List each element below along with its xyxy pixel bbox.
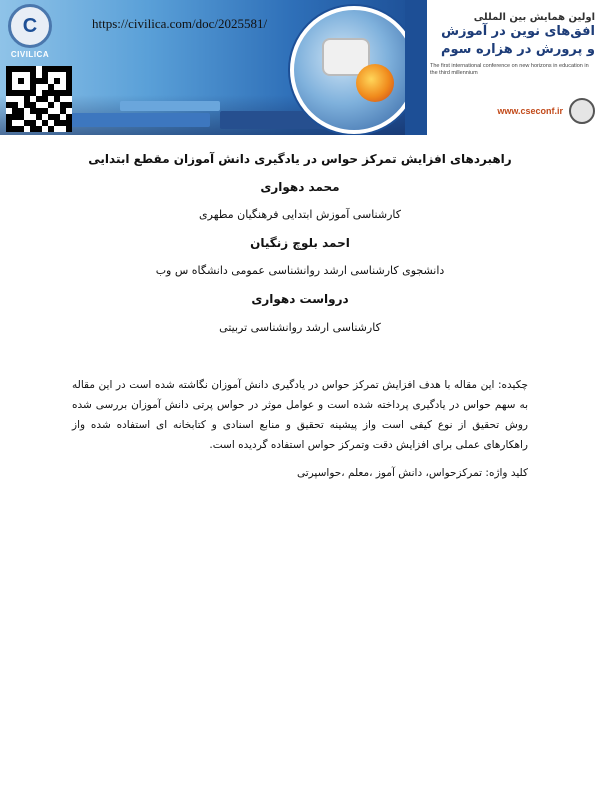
banner-divider: [405, 0, 427, 135]
conference-footer: [430, 98, 595, 124]
civilica-logo-text: CIVILICA: [10, 50, 50, 59]
author-name: احمد بلوچ زنگیان: [250, 236, 350, 250]
author-affiliation: کارشناسی ارشد روانشناسی تربیتی: [219, 321, 381, 334]
conference-info: [430, 8, 595, 130]
author-affiliation: دانشجوی کارشناسی ارشد روانشناسی عمومی دانشگاه س وب: [155, 264, 445, 277]
conference-banner: [0, 0, 600, 135]
author-name: محمد دهواری: [260, 180, 340, 194]
conference-website[interactable]: www.cseconf.ir: [497, 106, 563, 116]
abstract: چکیده: این مقاله با هدف افزایش تمرکز حواس در یادگیری دانش آموزان نگاشته شده است در این مقاله به سهم حواس در یادگیری پرداخته شده است و عوامل موثر در حواس پرتی دانش آموزان بررسی شده روش تحقیق از نوع کیفی است واز پیشینه تحقیق و منابع اسنادی و کتابخانه ای استفاده شده واز راهکارهای عملی برای افزایش دقت وتمرکز حواس استفاده گردیده است.: [72, 379, 528, 451]
conference-title-line3: و پرورش در هزاره سوم: [441, 42, 595, 57]
document-url[interactable]: https://civilica.com/doc/2025581/: [92, 16, 268, 31]
organizer-seal-icon: [569, 98, 595, 124]
article-title: راهبردهای افزایش تمرکز حواس در یادگیری دانش آموزان مقطع ابتدایی: [88, 152, 512, 166]
vr-child-photo: [290, 6, 418, 134]
conference-title-english: The first international conference on new horizons in education in the third millennium: [430, 63, 589, 76]
conference-title-line1: اولین همایش بین المللی: [473, 12, 595, 23]
qr-module: [66, 126, 72, 132]
author-name: درواست دهواری: [251, 292, 349, 306]
civilica-logo-mark: C: [8, 4, 52, 48]
glowing-orb-icon: [356, 64, 394, 102]
qr-code: [6, 66, 72, 132]
book-shape: [120, 101, 220, 111]
keywords: کلید واژه: تمرکزحواس، دانش آموز ،معلم ،حواسپرتی: [296, 467, 528, 479]
civilica-logo[interactable]: [4, 4, 56, 60]
author-affiliation: کارشناسی آموزش ابتدایی فرهنگیان مطهری: [199, 208, 401, 221]
conference-title-line2: افق‌های نوین در آموزش: [441, 24, 595, 39]
